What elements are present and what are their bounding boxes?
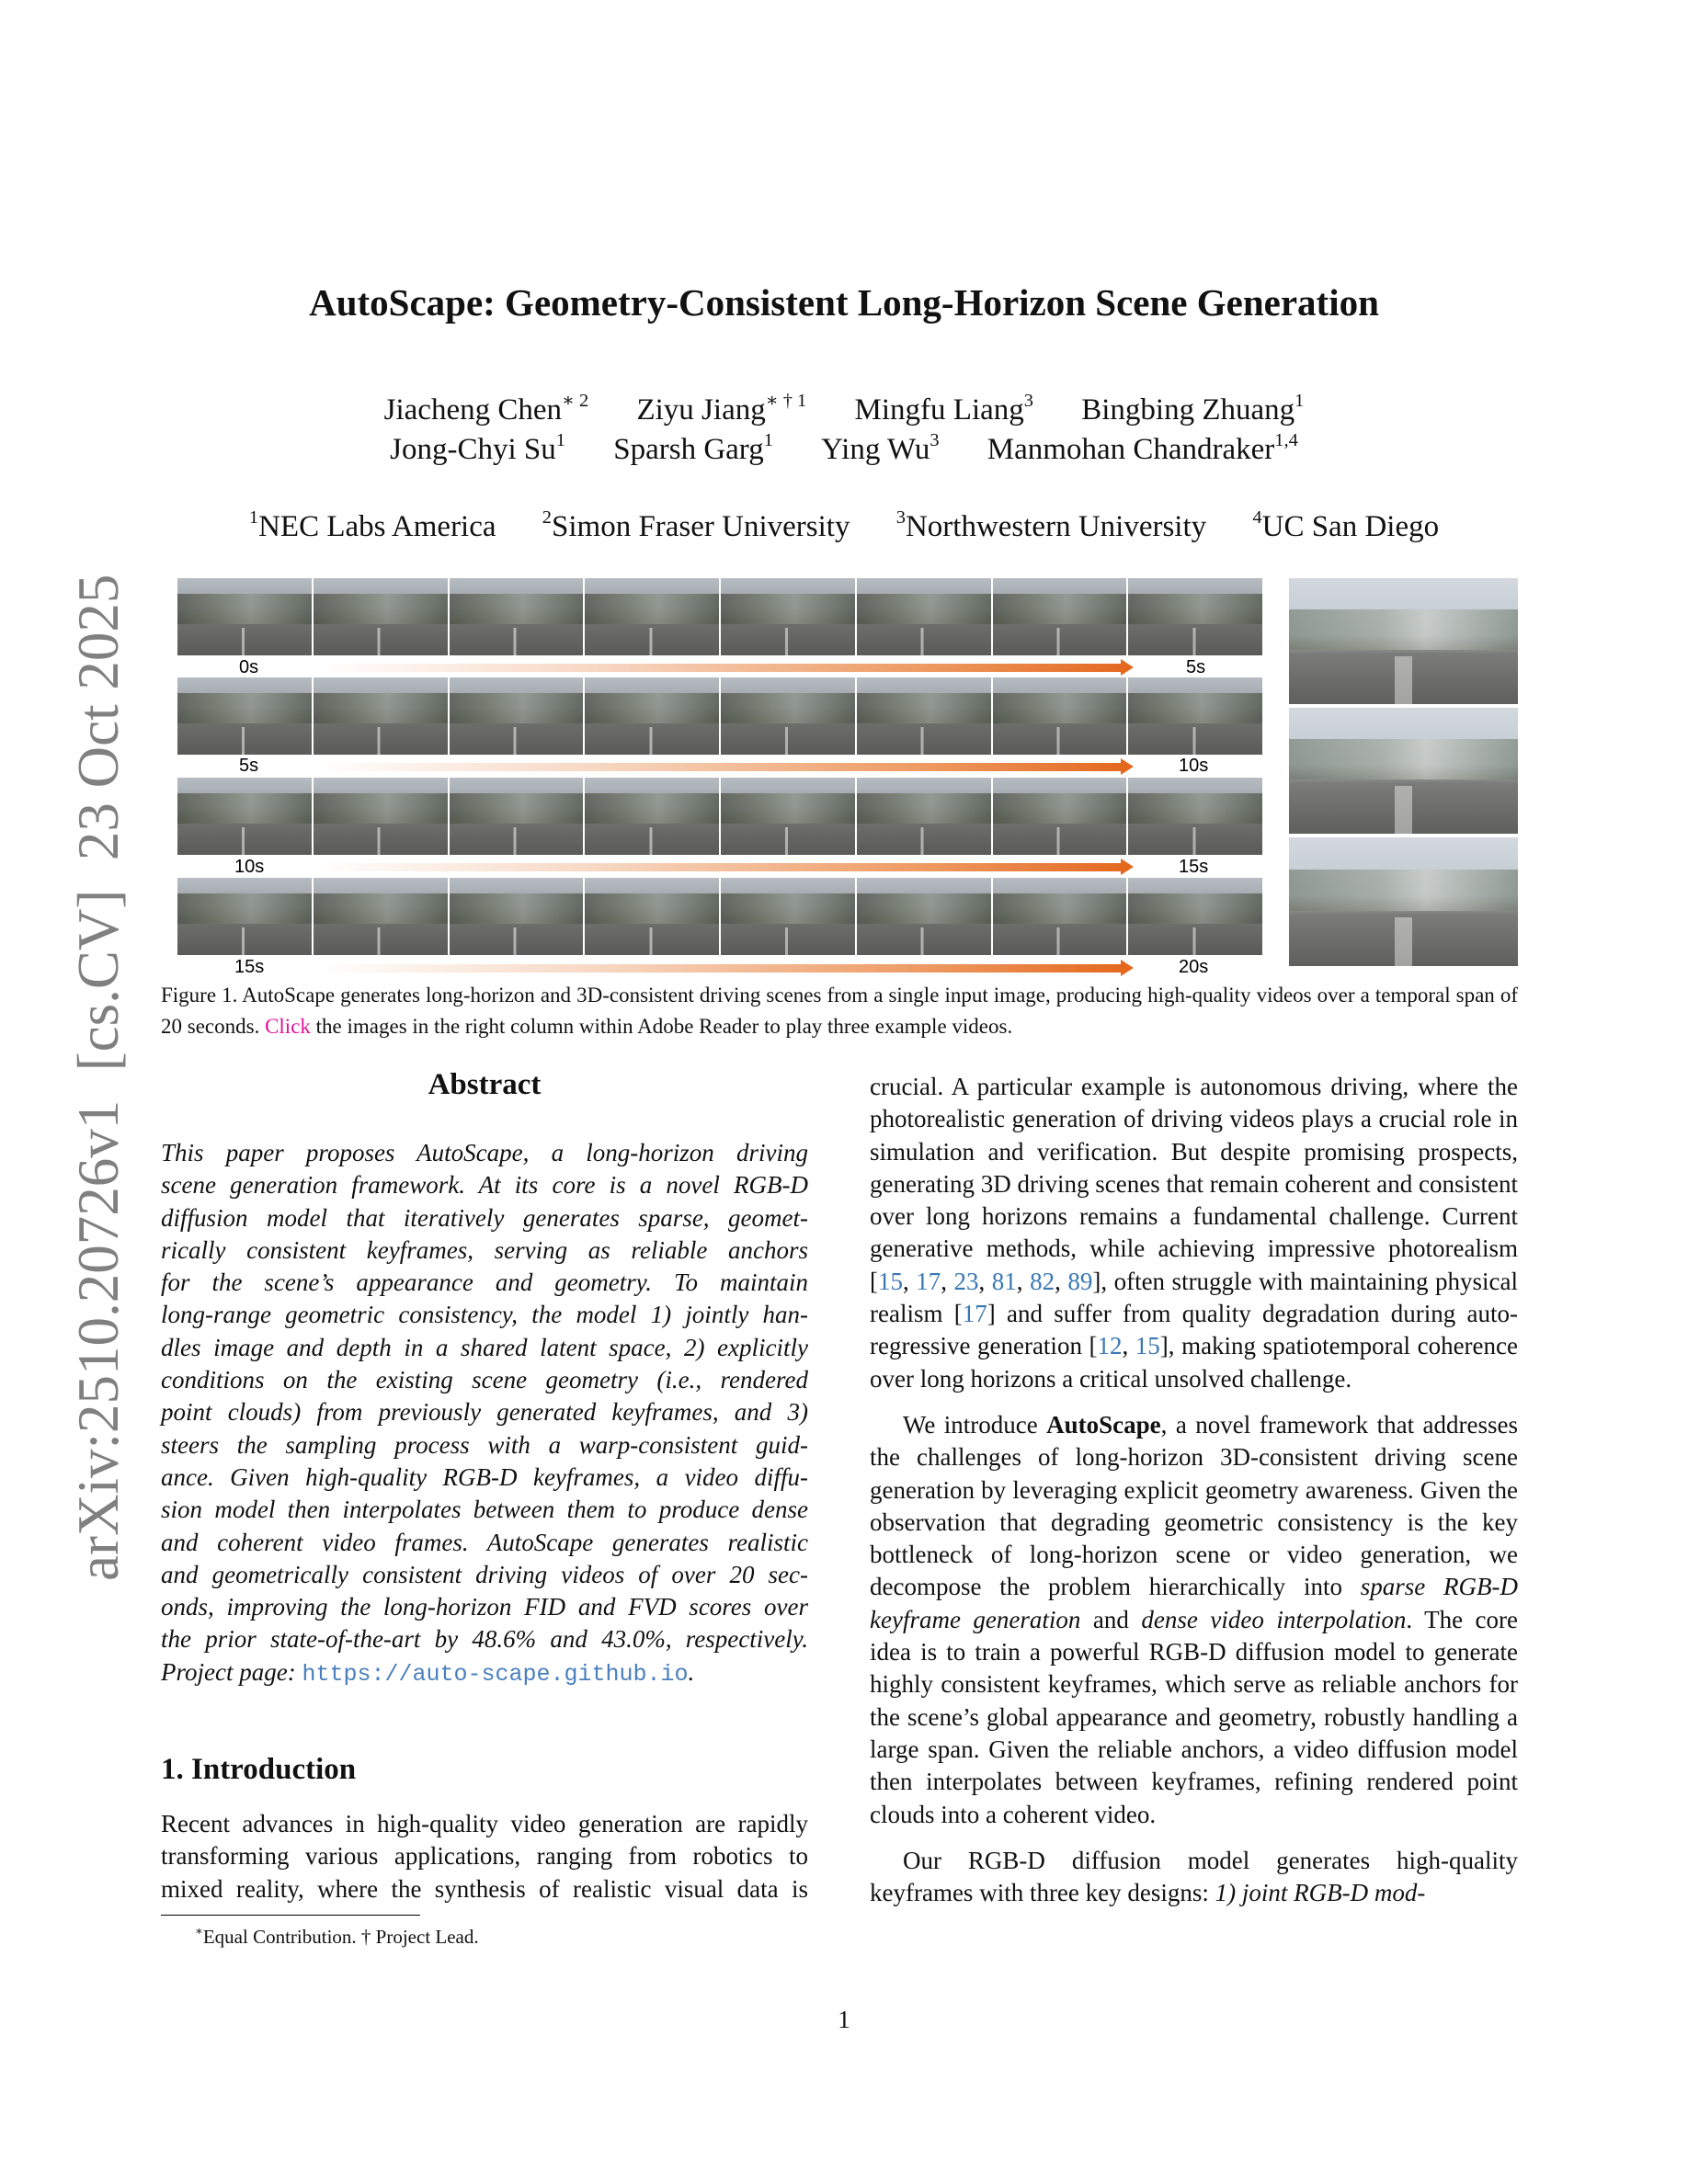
video-frame: [721, 878, 855, 955]
video-frame: [721, 778, 855, 855]
intro-paragraph-start: Recent advances in high-quality video generation are rapidly transforming various applications, ranging from robotics to mixed reality, where the synthesis of realistic visual data is: [161, 1810, 808, 1903]
video-frame: [450, 578, 584, 655]
citation-link[interactable]: 23: [953, 1267, 979, 1295]
intro-right-column: [870, 1071, 1518, 1909]
intro-paragraph-1: crucial. A particular example is autonomous driving, where the photorealistic generation of driving videos plays a crucial role in simulation and verification. But despite promising prospects, generating 3D driving scenes that remain coherent and consistent over long horizons remains a fundamental challenge. Current generative methods, while achieving impressive photorealism [15, 17, 23, 81, 82, 89], often struggle with maintaining physical realism [17] and suffer from quality degradation during auto-regressive generation [12, 15], making spatiotemporal coherence over long horizons a critical unsolved challenge.: [870, 1073, 1519, 1393]
time-label-end: 5s: [1186, 657, 1206, 677]
video-frame: [450, 677, 584, 755]
video-frame: [177, 778, 312, 855]
time-label-start: 0s: [239, 657, 259, 677]
frame-strip-row-1: [177, 578, 1262, 655]
video-frame: [585, 778, 719, 855]
section-heading-introduction: 1. Introduction: [161, 1753, 357, 1786]
example-video-3[interactable]: [1289, 837, 1518, 966]
video-frame: [993, 578, 1127, 655]
timeline-arrow: [317, 763, 1124, 771]
page-number: 1: [838, 2006, 850, 2033]
author: Mingfu Liang$^3$: [854, 390, 1033, 427]
citation-link[interactable]: 15: [1135, 1332, 1160, 1360]
author: Bingbing Zhuang$^1$: [1081, 390, 1305, 427]
time-label-start: 5s: [239, 756, 259, 776]
author-line-1: [0, 391, 1688, 430]
citation-link[interactable]: 82: [1030, 1267, 1055, 1295]
affiliation-list: [0, 506, 1688, 544]
author-line-2: [0, 430, 1688, 470]
citation-link[interactable]: 81: [991, 1267, 1017, 1295]
abstract-heading: Abstract: [428, 1068, 542, 1101]
video-frame: [1128, 778, 1262, 855]
paper-title: AutoScape: Geometry-Consistent Long-Horizon Scene Generation: [309, 281, 1379, 324]
time-label-end: 10s: [1179, 756, 1209, 776]
video-frame: [177, 878, 312, 955]
frame-strip-row-2: [177, 677, 1262, 755]
video-frame: [314, 778, 448, 855]
video-frame: [450, 878, 584, 955]
abstract-text: This paper proposes AutoScape, a long-horizon driving scene generation framework. At its core is a novel RGB-D diffusion model that iteratively generates sparse, geomet- rically consistent keyframes, serving as reliable anchors for the scene’s appearance and geometry. To maintain long-range geometric consistency, the model 1) jointly han- dles image and depth in a shared latent space, 2) explicitly conditions on the existing scene geometry (i.e., rendered point clouds) from previously generated keyframes, and 3) steers the sampling process with a warp-consistent guid- ance. Given high-quality RGB-D keyframes, a video diffu- sion model then interpolates between them to produce dense and coherent video frames. AutoScape generates realistic and geometrically consistent driving videos of over 20 sec- onds, improving the long-horizon FID and FVD scores over the prior state-of-the-art by 48.6% and 43.0%, respectively. Project page: https://auto-scape.github.io.: [161, 1139, 808, 1688]
arxiv-stamp: arXiv:2510.20726v1 [cs.CV] 23 Oct 2025: [66, 574, 131, 1581]
footnote-rule: [161, 1915, 420, 1916]
author: Jong-Chyi Su$^1$: [390, 429, 565, 466]
footnote: ∗Equal Contribution. † Project Lead.: [195, 1923, 479, 1948]
author: Ying Wu$^3$: [821, 429, 940, 466]
time-label-end: 15s: [1179, 857, 1209, 877]
video-frame: [721, 677, 855, 755]
author: Sparsh Garg$^1$: [613, 429, 773, 466]
video-frame: [993, 778, 1127, 855]
time-label-start: 10s: [234, 857, 265, 877]
example-video-1[interactable]: [1289, 578, 1518, 704]
example-video-2[interactable]: [1289, 708, 1518, 834]
author-list: [0, 391, 1688, 470]
video-frame: [1128, 578, 1262, 655]
affiliation: $^1$NEC Labs America: [248, 506, 496, 543]
video-frame: [1128, 677, 1262, 755]
intro-paragraph-2: We introduce AutoScape, a novel framework that addresses the challenges of long-horizon 3D-consistent driving scene generation by leveraging explicit geometry awareness. Given the observation that degrading geometric consistency is the key bottleneck of long-horizon scene or video generation, we decompose the problem hierarchically into sparse RGB-D keyframe generation and dense video interpolation. The core idea is to train a powerful RGB-D diffusion model to generate highly consistent keyframes, which serve as reliable anchors for the scene’s global appearance and geometry, robustly handling a large span. Given the reliable anchors, a video diffusion model then interpolates between keyframes, refining rendered point clouds into a coherent video.: [870, 1410, 1519, 1828]
author: Jiacheng Chen$^{∗ 2}$: [383, 390, 589, 427]
author: Manmohan Chandraker$^{1,4}$: [987, 429, 1298, 466]
video-frame: [993, 677, 1127, 755]
time-label-start: 15s: [234, 957, 265, 977]
citation-link[interactable]: 17: [962, 1300, 987, 1328]
video-frame: [857, 578, 991, 655]
video-frame: [1128, 878, 1262, 955]
video-frame: [993, 878, 1127, 955]
figure-caption: Figure 1. AutoScape generates long-horizon and 3D-consistent driving scenes from a single input image, producing high-quality videos over a temporal span of 20 seconds. Click the images in the right column within Adobe Reader to play three example videos.: [161, 984, 1518, 1038]
video-frame: [177, 677, 312, 755]
project-page-link[interactable]: https://auto-scape.github.io: [302, 1660, 689, 1688]
video-frame: [314, 578, 448, 655]
video-frame: [857, 677, 991, 755]
video-frame: [857, 878, 991, 955]
intro-paragraph-3: Our RGB-D diffusion model generates high-quality keyframes with three key designs: 1) joint RGB-D mod-: [870, 1846, 1518, 1907]
click-link[interactable]: Click: [265, 1015, 311, 1038]
citation-link[interactable]: 12: [1097, 1332, 1123, 1360]
affiliation: $^3$Northwestern University: [895, 506, 1207, 543]
time-label-end: 20s: [1179, 957, 1209, 977]
citation-link[interactable]: 89: [1067, 1267, 1093, 1295]
citation-link[interactable]: 17: [916, 1267, 941, 1295]
frame-strip-row-4: [177, 878, 1262, 955]
affiliation: $^4$UC San Diego: [1252, 506, 1440, 543]
video-frame: [177, 578, 312, 655]
video-frame: [721, 578, 855, 655]
video-frame: [314, 878, 448, 955]
video-frame: [585, 878, 719, 955]
citation-link[interactable]: 15: [878, 1267, 903, 1295]
timeline-arrow: [317, 863, 1124, 871]
video-frame: [585, 578, 719, 655]
timeline-arrow: [317, 664, 1124, 672]
frame-strip-row-3: [177, 778, 1262, 855]
video-frame: [857, 778, 991, 855]
author: Ziyu Jiang$^{∗ \dagger 1}$: [636, 390, 807, 427]
affiliation: $^2$Simon Fraser University: [542, 506, 850, 543]
timeline-arrow: [317, 964, 1124, 973]
video-frame: [314, 677, 448, 755]
video-frame: [585, 677, 719, 755]
video-frame: [450, 778, 584, 855]
